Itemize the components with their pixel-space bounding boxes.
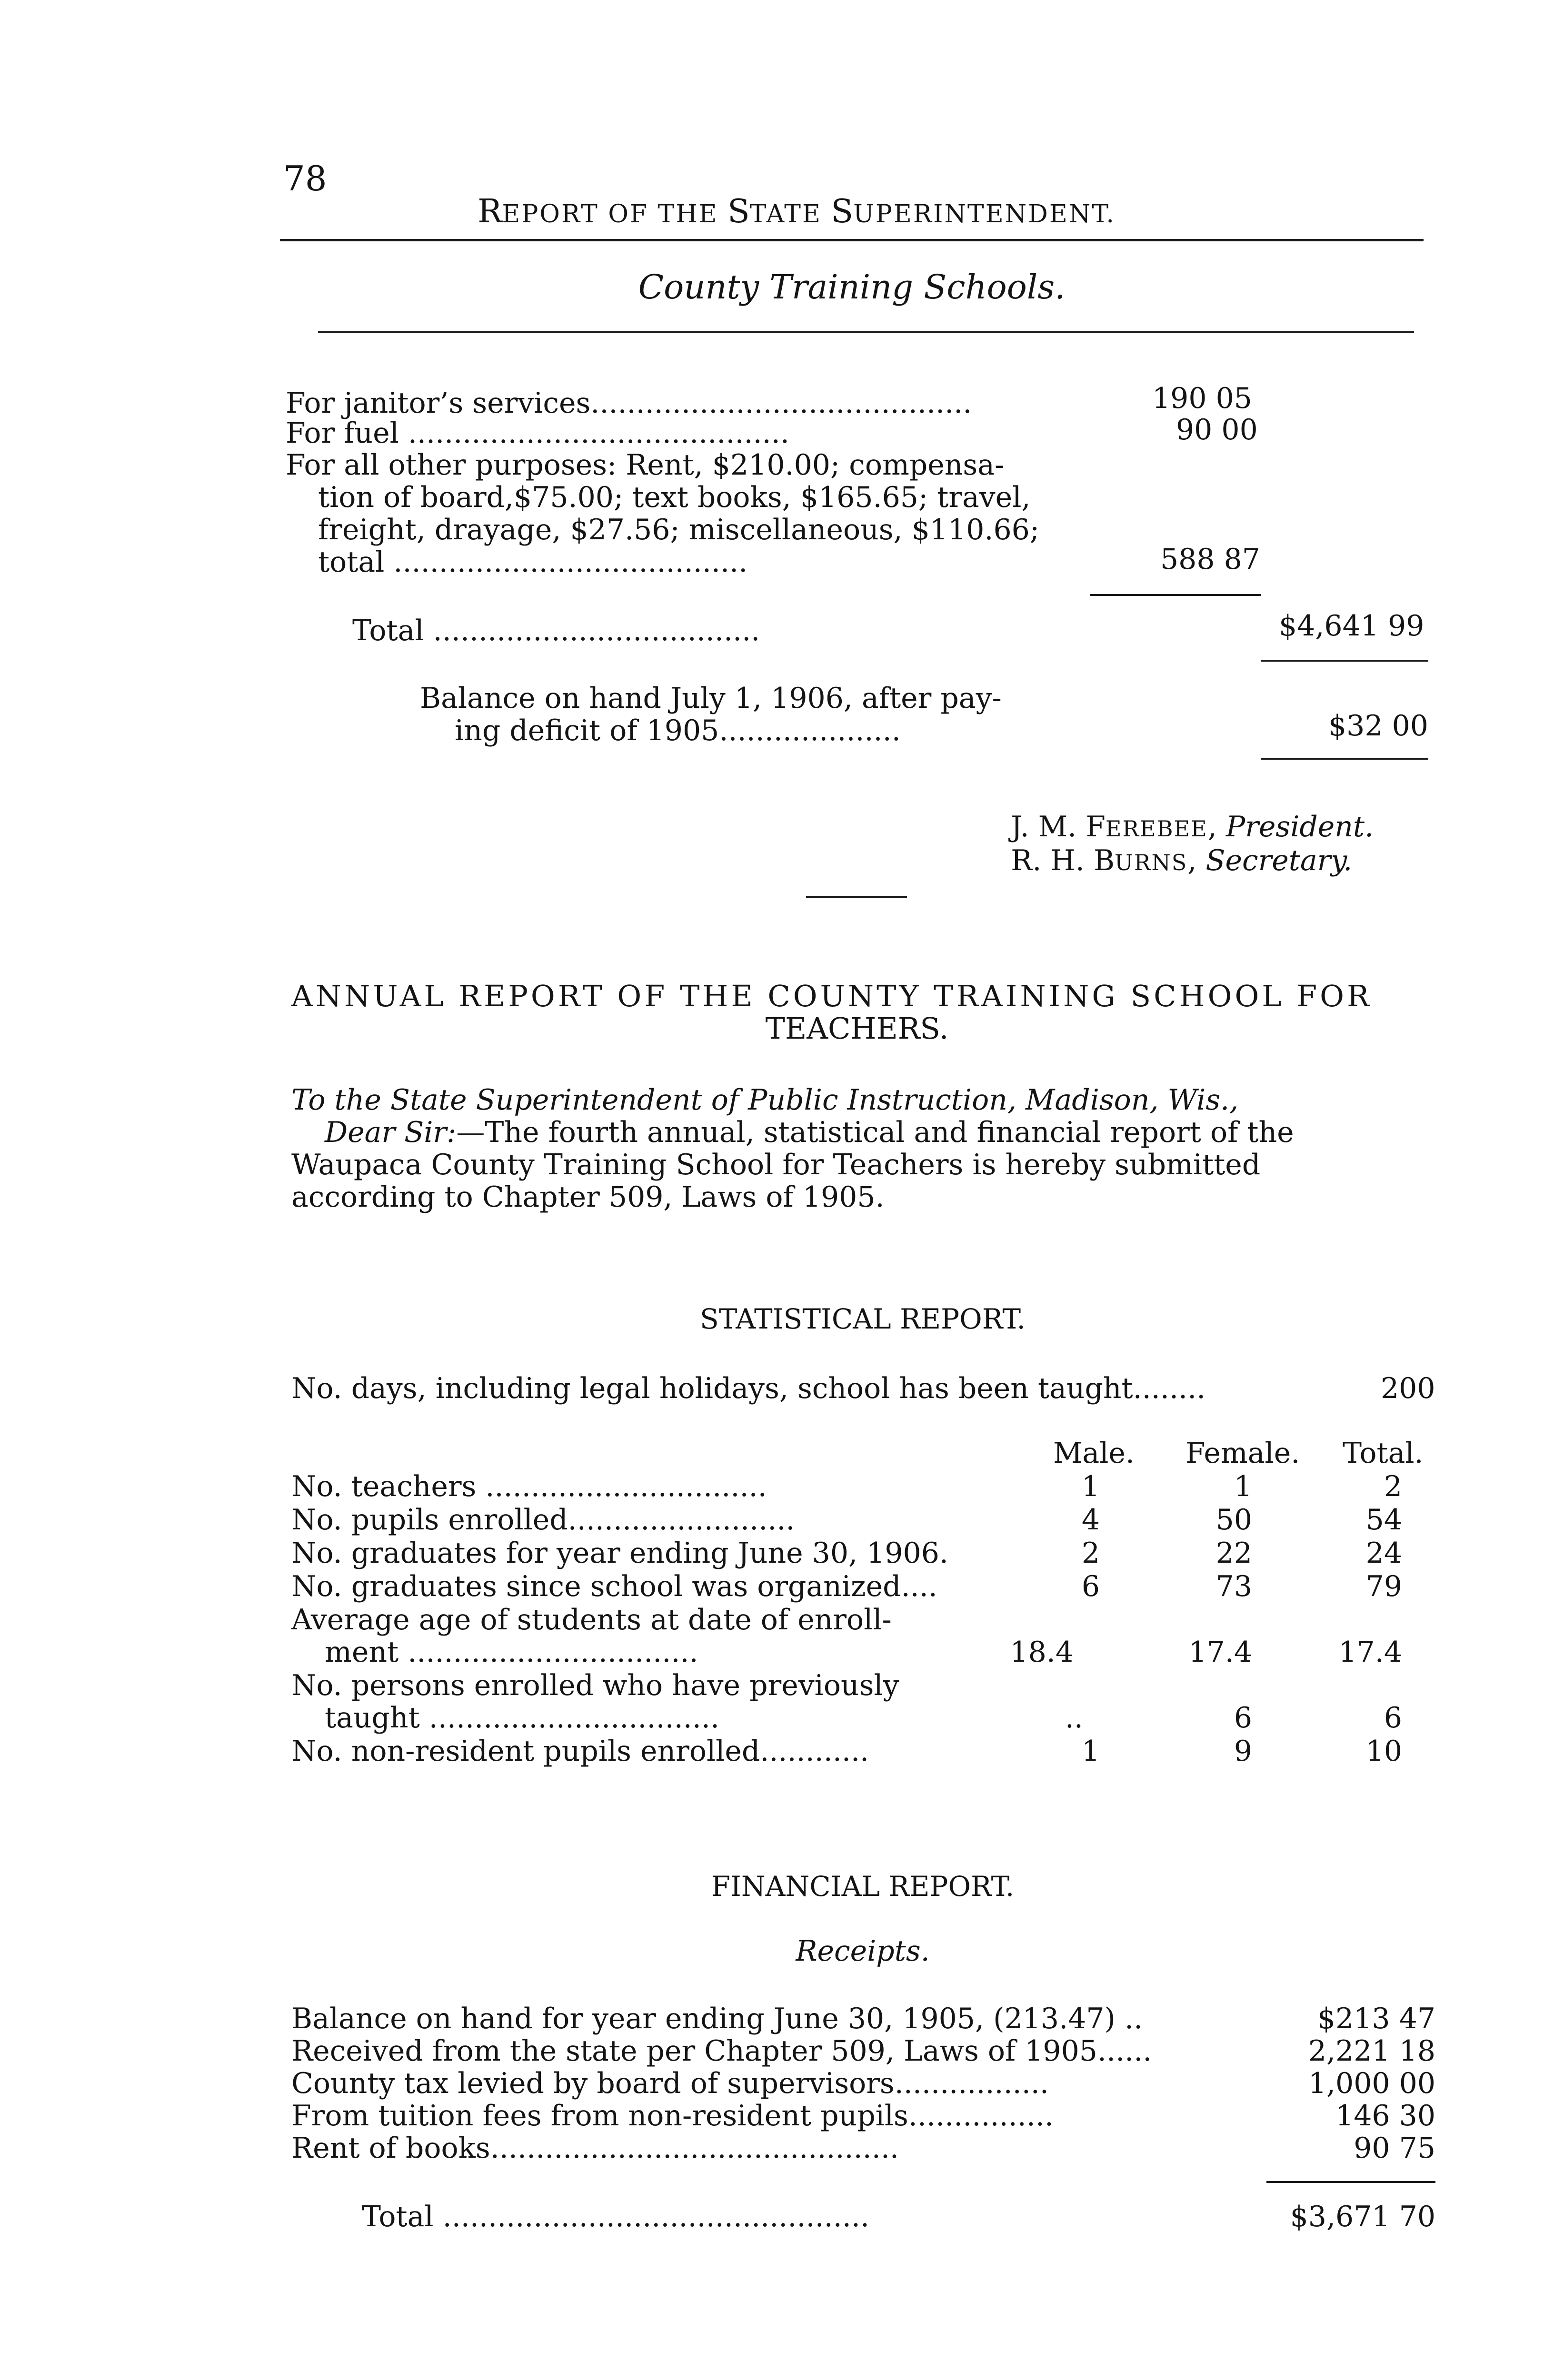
running-head-part: TATE: [749, 200, 831, 228]
page-number: 78: [283, 159, 327, 198]
financial-heading: FINANCIAL REPORT.: [711, 1870, 1015, 1903]
running-head-part: S: [831, 193, 854, 230]
stat-total: 2: [1384, 1470, 1402, 1503]
days-taught-label: No. days, including legal holidays, school has been taught........: [291, 1372, 1206, 1405]
receipt-label: Rent of books.............................................: [291, 2132, 899, 2165]
running-head: [459, 162, 1116, 231]
stat-male: ..: [1065, 1701, 1083, 1735]
receipt-amount: 146 30: [1335, 2099, 1435, 2132]
expense-janitor-amount: 190 05: [1152, 382, 1252, 415]
days-taught-value: 200: [1381, 1372, 1435, 1405]
stat-male: 1: [1081, 1470, 1100, 1503]
section-rule: [318, 331, 1414, 333]
stat-row-label: No. graduates since school was organized....: [291, 1570, 937, 1603]
receipts-total-label: Total ...............................................: [362, 2200, 870, 2233]
expense-total-label: Total ....................................: [352, 614, 760, 647]
stat-row-label: No. pupils enrolled.........................: [291, 1503, 795, 1537]
balance-rule: [1261, 758, 1428, 760]
stat-row-label-line1: No. persons enrolled who have previously: [291, 1669, 899, 1702]
col-header-male: Male.: [1053, 1437, 1135, 1470]
balance-line: ing deficit of 1905....................: [455, 714, 901, 747]
stat-total: 17.4: [1338, 1636, 1402, 1669]
stat-female: 6: [1234, 1701, 1252, 1735]
expense-label: For janitor’s services..........................................: [286, 387, 972, 420]
running-head-part: R: [478, 193, 502, 230]
stat-female: 9: [1234, 1735, 1252, 1768]
stat-total: 10: [1365, 1735, 1402, 1768]
letter-body-line: Waupaca County Training School for Teachers is hereby submitted: [291, 1148, 1261, 1181]
expense-other-line: For all other purposes: Rent, $210.00; compensa-: [286, 448, 1005, 482]
balance-amount: $32 00: [1328, 709, 1428, 743]
stat-female: 1: [1234, 1470, 1252, 1503]
stat-total: 54: [1365, 1503, 1402, 1537]
expense-janitor: [286, 387, 1262, 420]
expense-other-total-label: total .......................................: [318, 545, 748, 579]
receipt-amount: 90 75: [1354, 2132, 1435, 2165]
stat-row-label: ment ................................: [325, 1636, 698, 1669]
signature-secretary: R. H. BURNS, Secretary.: [1011, 844, 1353, 877]
expense-total-amount: $4,641 99: [1279, 609, 1424, 643]
receipt-label: Balance on hand for year ending June 30, 1905, (213.47) ..: [291, 2002, 1143, 2035]
running-head-part: EPORT OF THE: [502, 200, 728, 228]
running-head-part: S: [727, 193, 750, 230]
letter-body-line: Dear Sir:—The fourth annual, statistical and financial report of the: [325, 1116, 1294, 1149]
col-header-total: Total.: [1343, 1437, 1424, 1470]
balance-line: Balance on hand July 1, 1906, after pay-: [420, 682, 1002, 715]
stat-total: 79: [1365, 1570, 1402, 1603]
stat-male: 4: [1081, 1503, 1100, 1537]
stat-female: 17.4: [1188, 1636, 1252, 1669]
subtotal-rule: [1090, 594, 1261, 596]
total-rule: [1261, 660, 1428, 662]
receipts-total-rule: [1266, 2181, 1435, 2183]
running-head-part: UPERINTENDENT.: [853, 200, 1116, 228]
receipt-label: From tuition fees from non-resident pupils................: [291, 2099, 1054, 2132]
expense-other-line: freight, drayage, $27.56; miscellaneous, $110.66;: [318, 513, 1040, 546]
expense-other-amount: 588 87: [1160, 543, 1260, 576]
receipts-total-amount: $3,671 70: [1290, 2200, 1435, 2233]
stat-male: 6: [1081, 1570, 1100, 1603]
receipt-amount: 1,000 00: [1308, 2067, 1435, 2100]
stat-male: 2: [1081, 1537, 1100, 1570]
receipts-subheading: Receipts.: [796, 1934, 930, 1968]
receipt-label: County tax levied by board of supervisors.................: [291, 2067, 1049, 2100]
signature-president: J. M. FEREBEE, President.: [1011, 810, 1374, 843]
stat-row-label: No. non-resident pupils enrolled............: [291, 1735, 869, 1768]
stat-row-label: No. teachers ...............................: [291, 1470, 767, 1503]
receipt-amount: 2,221 18: [1308, 2034, 1435, 2068]
receipt-amount: $213 47: [1317, 2002, 1435, 2035]
expense-fuel-amount: 90 00: [1176, 413, 1258, 446]
stat-female: 22: [1215, 1537, 1252, 1570]
stat-total: 6: [1384, 1701, 1402, 1735]
section-separator: [806, 896, 907, 898]
expense-other-line: tion of board,$75.00; text books, $165.65; travel,: [318, 481, 1031, 514]
stat-total: 24: [1365, 1537, 1402, 1570]
letter-body-line: according to Chapter 509, Laws of 1905.: [291, 1180, 885, 1214]
col-header-female: Female.: [1185, 1437, 1300, 1470]
statistical-heading: STATISTICAL REPORT.: [700, 1303, 1026, 1335]
stat-male: 18.4: [1010, 1636, 1074, 1669]
stat-row-label-line1: Average age of students at date of enroll-: [291, 1603, 892, 1636]
annual-report-heading-2: TEACHERS.: [765, 1011, 949, 1046]
stat-female: 73: [1215, 1570, 1252, 1603]
address-line: To the State Superintendent of Public Instruction, Madison, Wis.,: [291, 1083, 1239, 1117]
stat-row-label: No. graduates for year ending June 30, 1906.: [291, 1537, 948, 1570]
section-title: County Training Schools.: [638, 268, 1066, 307]
stat-male: 1: [1081, 1735, 1100, 1768]
stat-row-label: taught ................................: [325, 1701, 720, 1735]
receipt-label: Received from the state per Chapter 509, Laws of 1905......: [291, 2034, 1152, 2068]
expense-fuel-label: For fuel ..........................................: [286, 416, 789, 450]
header-rule: [280, 239, 1424, 241]
annual-report-heading: ANNUAL REPORT OF THE COUNTY TRAINING SCHOOL FOR: [291, 979, 1372, 1013]
stat-female: 50: [1215, 1503, 1252, 1537]
